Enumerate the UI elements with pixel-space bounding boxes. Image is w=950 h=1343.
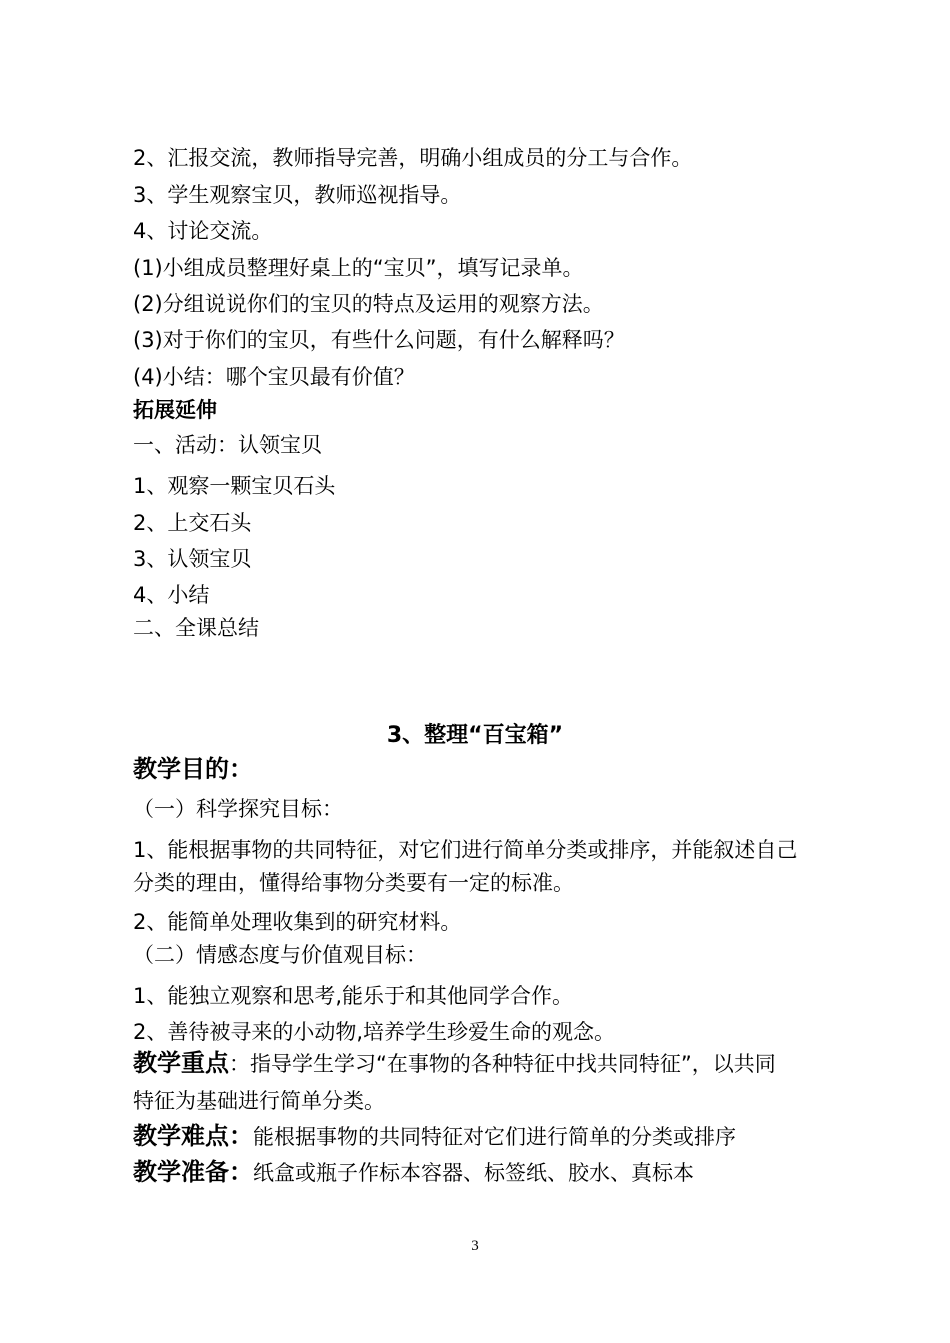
line-4: (1)小组成员整理好桌上的“宝贝”，填写记录单。 <box>133 256 584 280</box>
line-6: (3)对于你们的宝贝，有些什么问题，有什么解释吗？ <box>133 328 625 352</box>
key-point <box>133 1048 776 1079</box>
line-5: (2)分组说说你们的宝贝的特点及运用的观察方法。 <box>133 292 604 316</box>
key-point-text: ：指导学生学习“在事物的各种特征中找共同特征”，以共同 <box>229 1052 776 1076</box>
objectives-section-1: （一）科学探究目标： <box>133 797 343 821</box>
page-number: 3 <box>471 1238 479 1254</box>
objectives-section-2: （二）情感态度与价值观目标： <box>133 943 427 967</box>
difficulty-label: 教学难点： <box>133 1122 253 1150</box>
difficulty <box>133 1121 736 1152</box>
extension-line-5: 4、小结 <box>133 583 210 607</box>
preparation-text: 纸盒或瓶子作标本容器、标签纸、胶水、真标本 <box>253 1161 694 1185</box>
extension-line-1: 一、活动：认领宝贝 <box>133 433 322 457</box>
objective-2-2: 2、善待被寻来的小动物,培养学生珍爱生命的观念。 <box>133 1020 616 1044</box>
line-1: 2、汇报交流，教师指导完善，明确小组成员的分工与合作。 <box>133 146 693 170</box>
preparation <box>133 1157 694 1188</box>
extension-line-6: 二、全课总结 <box>133 616 259 640</box>
objective-2-1: 1、能独立观察和思考,能乐于和其他同学合作。 <box>133 984 574 1008</box>
extension-line-4: 3、认领宝贝 <box>133 547 252 571</box>
key-point-label: 教学重点 <box>133 1049 229 1077</box>
objective-1-1b: 分类的理由，懂得给事物分类要有一定的标准。 <box>133 871 574 895</box>
lesson-title: 3、整理“百宝箱” <box>386 723 564 748</box>
extension-line-2: 1、观察一颗宝贝石头 <box>133 474 336 498</box>
key-point-cont: 特征为基础进行简单分类。 <box>133 1089 385 1113</box>
line-2: 3、学生观察宝贝，教师巡视指导。 <box>133 183 462 207</box>
line-3: 4、讨论交流。 <box>133 219 273 243</box>
extension-line-3: 2、上交石头 <box>133 511 252 535</box>
extension-heading: 拓展延伸 <box>133 398 217 422</box>
objective-1-1a: 1、能根据事物的共同特征，对它们进行简单分类或排序，并能叙述自己 <box>133 838 798 862</box>
line-7: (4)小结：哪个宝贝最有价值？ <box>133 365 415 389</box>
objective-1-2: 2、能简单处理收集到的研究材料。 <box>133 910 462 934</box>
objectives-heading: 教学目的： <box>133 755 253 783</box>
preparation-label: 教学准备： <box>133 1158 253 1186</box>
difficulty-text: 能根据事物的共同特征对它们进行简单的分类或排序 <box>253 1125 736 1149</box>
